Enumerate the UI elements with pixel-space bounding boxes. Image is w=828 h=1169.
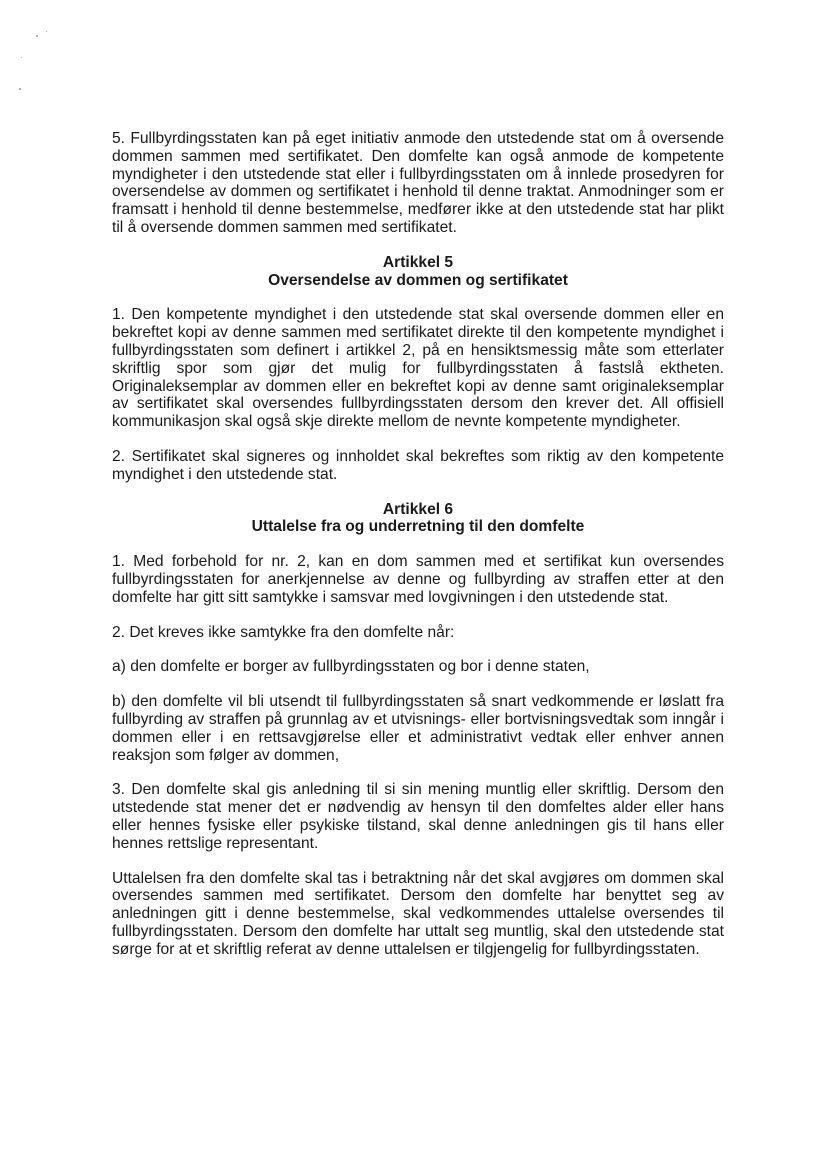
document-body: [112, 130, 724, 975]
article-5-paragraph: 2. Sertifikatet skal signeres og innholdet skal bekreftes som riktig av den kompetente myndighet i den utstedende stat.: [112, 447, 724, 483]
scan-speck: [19, 88, 21, 90]
scan-speck: [46, 31, 47, 32]
article-6-paragraph: 2. Det kreves ikke samtykke fra den domfelte når:: [112, 623, 455, 641]
article-5-title: Oversendelse av dommen og sertifikatet: [268, 271, 568, 289]
article-6-title: Uttalelse fra og underretning til den domfelte: [251, 518, 585, 536]
article-6-heading: [112, 501, 724, 537]
scan-speck: [21, 57, 22, 58]
article-5-paragraph: 1. Den kompetente myndighet i den utstedende stat skal oversende dommen eller en bekreftet kopi av denne sammen med sertifikatet direkte til den kompetente myndighet i fullbyrdingsstaten som definert i artikkel 2, på en hensiktsmessig måte som etterlater skriftlig spor som gjør det mulig for fullbyrdingsstaten å fastslå ektheten. Originaleksemplar av dommen eller en bekreftet kopi av denne samt originaleksemplar av sertifikatet skal oversendes fullbyrdingsstaten dersom den krever det. All offisiell kommunikasjon skal også skje direkte mellom de nevnte kompetente myndigheter.: [112, 306, 724, 431]
scan-speck: [36, 35, 38, 37]
article-6-paragraph: b) den domfelte vil bli utsendt til fullbyrdingsstaten så snart vedkommende er løslatt fra fullbyrding av straffen på grunnlag av et utvisnings- eller bortvisningsvedtak som inngår i dommen eller i en rettsavgjørelse eller et administrativt vedtak eller enhver annen reaksjon som følger av dommen,: [112, 693, 724, 764]
intro-paragraph: 5. Fullbyrdingsstaten kan på eget initiativ anmode den utstedende stat om å oversende dommen sammen med sertifikatet. Den domfelte kan også anmode de kompetente myndigheter i den utstedende stat eller i fullbyrdingsstaten om å innlede prosedyren for oversendelse av dommen og sertifikatet i henhold til denne traktat. Anmodninger som er framsatt i henhold til denne bestemmelse, medfører ikke at den utstedende stat har plikt til å oversende dommen sammen med sertifikatet.: [112, 130, 724, 236]
article-6-paragraph: Uttalelsen fra den domfelte skal tas i betraktning når det skal avgjøres om dommen skal oversendes sammen med sertifikatet. Dersom den domfelte har benyttet seg av anledningen gitt i denne bestemmelse, skal vedkommendes uttalelse oversendes til fullbyrdingsstaten. Dersom den domfelte har uttalt seg muntlig, skal den utstedende stat sørge for at et skriftlig referat av denne uttalelsen er tilgjengelig for fullbyrdingsstaten.: [112, 869, 724, 958]
article-6-paragraph: 1. Med forbehold for nr. 2, kan en dom sammen med et sertifikat kun oversendes fullbyrdingsstaten for anerkjennelse av denne og fullbyrding av straffen etter at den domfelte har gitt sitt samtykke i samsvar med lovgivningen i den utstedende stat.: [112, 553, 724, 606]
article-6-paragraph: a) den domfelte er borger av fullbyrdingsstaten og bor i denne staten,: [112, 658, 590, 676]
article-5-number: Artikkel 5: [382, 253, 454, 271]
article-5-heading: [112, 254, 724, 290]
article-6-paragraph: 3. Den domfelte skal gis anledning til si sin mening muntlig eller skriftlig. Dersom den utstedende stat mener det er nødvendig av hensyn til den domfeltes alder eller hans eller hennes fysiske eller psykiske tilstand, skal denne anledningen gis til hans eller hennes rettslige representant.: [112, 781, 724, 852]
article-6-number: Artikkel 6: [382, 500, 454, 518]
